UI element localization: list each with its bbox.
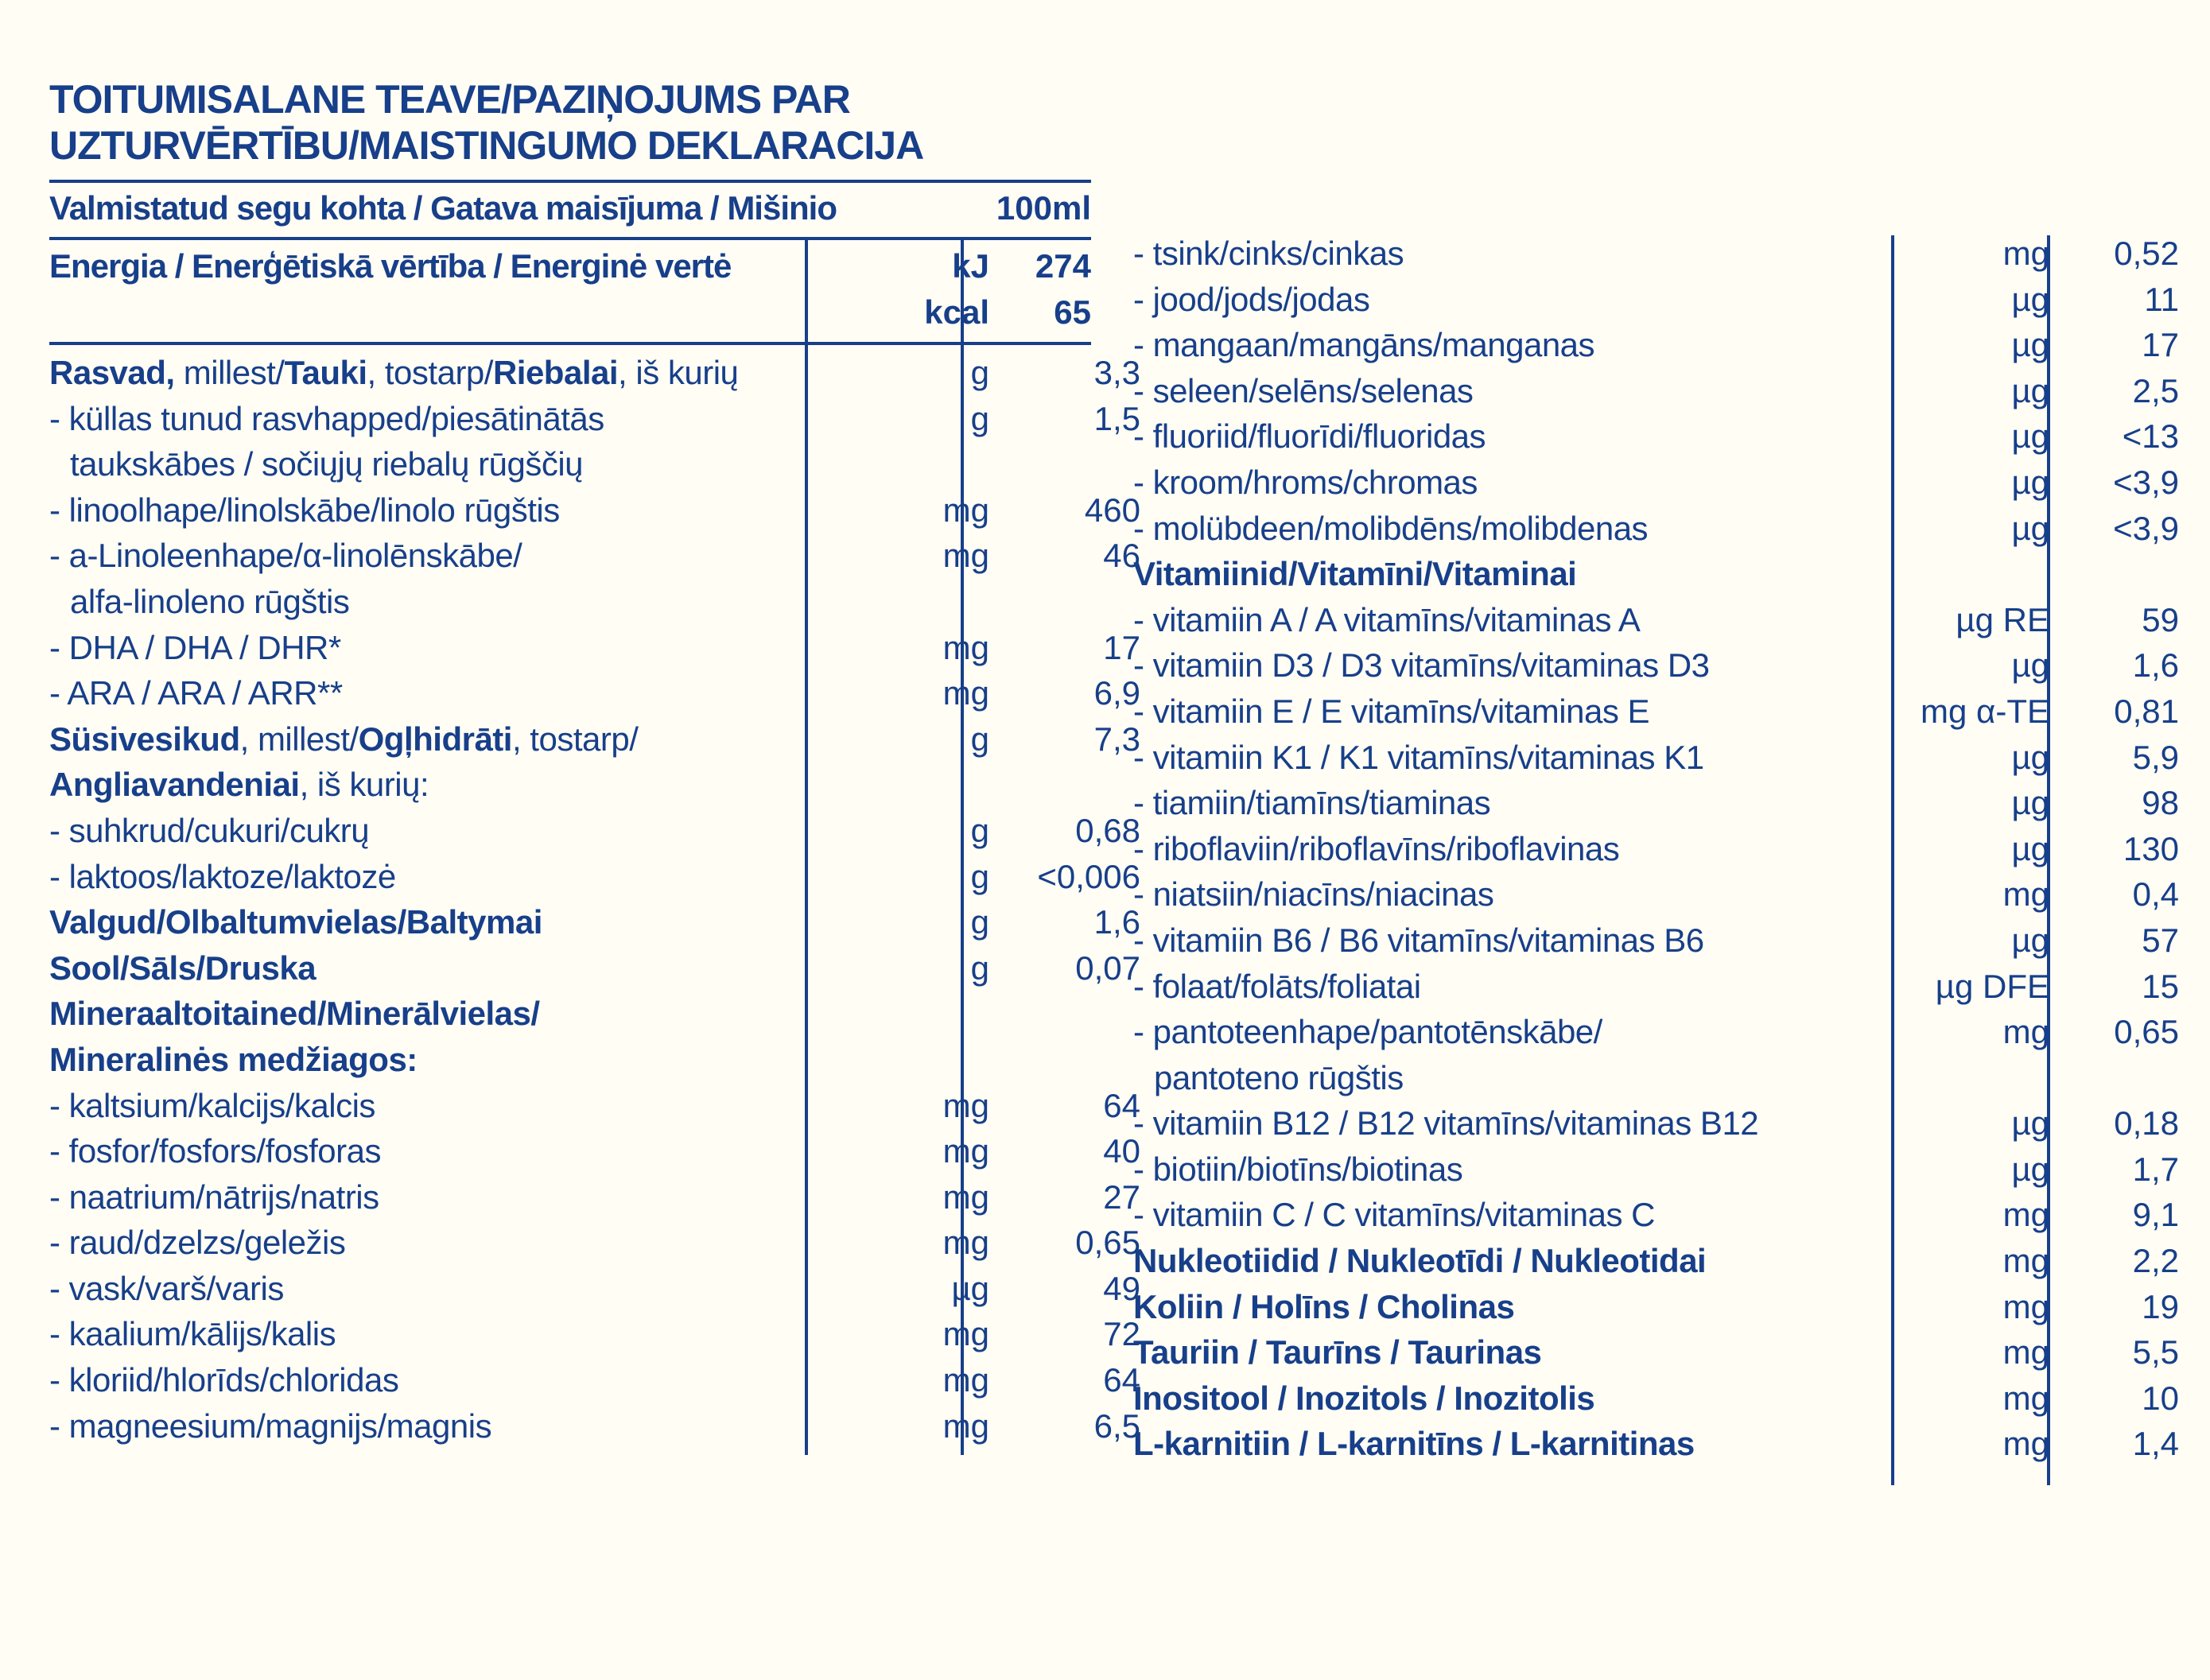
nutrient-label-line-1: Mineraaltoitained/Minerālvielas/	[49, 995, 540, 1033]
nutrient-row	[1133, 1284, 2179, 1330]
nutrient-value: <0,006	[1037, 857, 1140, 895]
nutrient-row	[49, 1128, 1140, 1174]
nutrient-unit: g	[970, 399, 989, 437]
nutrient-unit: mg	[2002, 1196, 2049, 1234]
nutrient-label-text: millest/	[174, 354, 285, 391]
nutrient-row	[1133, 460, 2179, 506]
nutrient-row	[1133, 1009, 2179, 1100]
nutrient-unit: mg	[942, 1086, 989, 1124]
energy-unit-kj: kJ	[952, 247, 989, 285]
nutrient-row	[1133, 780, 2179, 826]
nutrient-label: - tiamiin/tiamīns/tiaminas	[1133, 784, 1491, 822]
right-nutrient-column	[1133, 231, 2179, 1467]
energy-label: Energia / Enerģētiskā vērtība / Energinė vertė	[49, 247, 732, 285]
table-header	[49, 184, 1091, 232]
nutrient-label: - linoolhape/linolskābe/linolo rūgštis	[49, 491, 560, 529]
nutrient-row	[1133, 735, 2179, 781]
nutrient-label: - kroom/hroms/chromas	[1133, 463, 1478, 501]
nutrient-value: 6,5	[1093, 1406, 1140, 1445]
nutrient-row	[1133, 642, 2179, 689]
nutrient-label: Inositool / Inozitols / Inozitolis	[1133, 1379, 1595, 1417]
nutrient-value: 98	[2142, 784, 2179, 822]
nutrient-row	[49, 487, 1140, 533]
nutrient-row	[1133, 277, 2179, 323]
nutrient-unit: g	[970, 903, 989, 941]
nutrient-unit: µg	[2011, 326, 2049, 364]
nutrient-label: - vitamiin A / A vitamīns/vitaminas A	[1133, 600, 1641, 638]
nutrient-label-line-2: pantoteno rūgštis	[1154, 1058, 1404, 1096]
nutrient-label-line-1: - pantoteenhape/pantotēnskābe/	[1133, 1013, 1602, 1051]
nutrient-unit: µg	[2011, 738, 2049, 776]
nutrient-label	[49, 533, 522, 624]
nutrient-value: 19	[2142, 1287, 2179, 1325]
nutrient-label: Valgud/Olbaltumvielas/Baltymai	[49, 903, 542, 941]
nutrient-value: <13	[2122, 417, 2179, 456]
nutrient-value: 59	[2142, 600, 2179, 638]
nutrient-label	[1133, 1009, 1602, 1100]
nutrient-unit: mg	[942, 1361, 989, 1399]
nutrient-value: 11	[2144, 280, 2179, 318]
nutrient-value: 130	[2123, 829, 2179, 867]
nutrient-unit: mg	[2002, 1013, 2049, 1051]
nutrient-row	[1133, 918, 2179, 964]
nutrient-label: - mangaan/mangāns/manganas	[1133, 326, 1595, 364]
nutrient-label: - naatrium/nātrijs/natris	[49, 1178, 379, 1216]
nutrient-label-line-2: alfa-linoleno rūgštis	[70, 582, 350, 620]
nutrient-label: - seleen/selēns/selenas	[1133, 371, 1474, 409]
nutrient-unit: µg	[2011, 784, 2049, 822]
nutrient-label: - ARA / ARA / ARR**	[49, 674, 343, 712]
energy-unit-kcal: kcal	[924, 293, 989, 331]
nutrient-label-text: , tostarp/	[367, 354, 493, 391]
nutrient-value: 0,07	[1075, 949, 1140, 987]
header-top-rule	[49, 180, 1091, 183]
nutrient-unit: g	[970, 354, 989, 391]
nutrient-label: - vitamiin B12 / B12 vitamīns/vitaminas B12	[1133, 1104, 1759, 1143]
nutrient-row	[49, 808, 1140, 854]
nutrient-unit: g	[970, 949, 989, 987]
energy-value-kj: 274	[1035, 247, 1091, 285]
title-line-2: UZTURVĒRTĪBU/MAISTINGUMO DEKLARACIJA	[49, 123, 924, 168]
nutrient-unit: mg	[942, 674, 989, 712]
nutrient-value: 0,68	[1075, 811, 1140, 849]
nutrient-row	[1133, 1421, 2179, 1467]
nutrient-label-line-1	[49, 720, 638, 758]
nutrient-label: - vitamiin E / E vitamīns/vitaminas E	[1133, 692, 1650, 730]
nutrient-label: - niatsiin/niacīns/niacinas	[1133, 875, 1494, 914]
nutrient-label: - fosfor/fosfors/fosforas	[49, 1132, 381, 1170]
nutrient-unit: µg	[2011, 509, 2049, 547]
nutrient-value: 1,6	[1093, 903, 1140, 941]
nutrient-value: 460	[1084, 491, 1140, 529]
nutrient-label-text: , millest/	[239, 720, 359, 758]
nutrient-label-bold: Süsivesikud	[49, 720, 240, 758]
nutrient-row	[1133, 1238, 2179, 1284]
nutrient-label: - vitamiin B6 / B6 vitamīns/vitaminas B6	[1133, 921, 1704, 959]
nutrient-row	[1133, 1329, 2179, 1375]
nutrient-value: 6,9	[1093, 674, 1140, 712]
nutrient-value: 2,5	[2132, 371, 2179, 409]
nutrient-value: 1,7	[2132, 1150, 2179, 1188]
nutrient-unit: mg	[2002, 1333, 2049, 1372]
nutrient-label-line-2: Mineralinės medžiagos:	[49, 1040, 418, 1078]
nutrient-label: - fluoriid/fluorīdi/fluoridas	[1133, 417, 1486, 456]
nutrient-label: - vitamiin K1 / K1 vitamīns/vitaminas K1	[1133, 738, 1704, 776]
nutrient-row	[1133, 1147, 2179, 1193]
nutrient-label: - tsink/cinks/cinkas	[1133, 235, 1404, 272]
nutrient-row	[1133, 1100, 2179, 1147]
nutrient-row	[49, 1174, 1140, 1220]
nutrient-value: 2,2	[2132, 1242, 2179, 1280]
nutrient-label: - laktoos/laktoze/laktozė	[49, 857, 396, 895]
nutrient-row	[1133, 597, 2179, 643]
nutrient-label: - vask/varš/varis	[49, 1269, 284, 1307]
nutrient-unit: mg	[942, 628, 989, 666]
nutrient-unit: µg	[2011, 463, 2049, 501]
nutrient-unit: g	[970, 857, 989, 895]
nutrient-label: - vitamiin C / C vitamīns/vitaminas C	[1133, 1196, 1655, 1234]
nutrient-row	[49, 396, 1140, 487]
energy-bottom-rule	[49, 342, 1091, 345]
nutrient-value: 0,4	[2132, 875, 2179, 914]
nutrient-unit: g	[970, 811, 989, 849]
nutrient-label-text: , iš kurių:	[299, 766, 429, 804]
title-line-1: TOITUMISALANE TEAVE/PAZIŅOJUMS PAR	[49, 77, 850, 122]
nutrient-row	[1133, 231, 2179, 277]
nutrient-label: - kaltsium/kalcijs/kalcis	[49, 1086, 375, 1124]
nutrient-unit: µg	[2011, 646, 2049, 685]
nutrient-unit: mg	[2002, 875, 2049, 914]
nutrient-label: Tauriin / Taurīns / Taurinas	[1133, 1333, 1542, 1372]
nutrient-row	[1133, 1375, 2179, 1422]
nutrient-value: 17	[1103, 628, 1140, 666]
nutrient-label	[49, 991, 540, 1082]
nutrient-value: 0,81	[2114, 692, 2179, 730]
nutrient-unit: µg	[2011, 829, 2049, 867]
nutrient-value: 46	[1103, 537, 1140, 575]
nutrient-value: 9,1	[2132, 1196, 2179, 1234]
nutrient-unit: mg	[2002, 1425, 2049, 1463]
header-bottom-rule	[49, 237, 1091, 240]
nutrient-unit: mg	[2002, 1379, 2049, 1417]
nutrient-unit: mg	[2002, 235, 2049, 272]
nutrient-unit: µg	[2011, 921, 2049, 959]
nutrient-row	[49, 716, 1140, 808]
nutrient-unit: mg	[942, 1132, 989, 1170]
nutrient-value: 64	[1103, 1086, 1140, 1124]
nutrient-label-line-1: - a-Linoleenhape/α-linolēnskābe/	[49, 537, 522, 575]
nutrient-label-line-2: taukskābes / sočiųjų riebalų rūgščių	[70, 445, 584, 483]
nutrient-row	[49, 899, 1140, 945]
nutrient-label: Koliin / Holīns / Cholinas	[1133, 1287, 1515, 1325]
nutrient-row	[49, 533, 1140, 624]
nutrient-label: Vitamiinid/Vitamīni/Vitaminai	[1133, 555, 1577, 593]
nutrient-label: - kloriid/hlorīds/chloridas	[49, 1361, 399, 1399]
nutrient-label: - molübdeen/molibdēns/molibdenas	[1133, 509, 1649, 547]
nutrient-label: - riboflaviin/riboflavīns/riboflavinas	[1133, 829, 1620, 867]
nutrient-label-bold: Angliavandeniai	[49, 766, 300, 804]
energy-values	[1004, 243, 1091, 336]
nutrient-label	[49, 396, 604, 487]
nutrient-value: 15	[2142, 967, 2179, 1005]
nutrient-label: - biotiin/biotīns/biotinas	[1133, 1150, 1463, 1188]
nutrient-row	[1133, 368, 2179, 414]
nutrient-value: 3,3	[1093, 354, 1140, 391]
nutrient-unit: mg	[2002, 1287, 2049, 1325]
nutrient-label: - folaat/folāts/foliatai	[1133, 967, 1421, 1005]
nutrient-row	[49, 625, 1140, 671]
nutrient-label: - raud/dzelzs/geležis	[49, 1224, 346, 1262]
nutrient-row	[1133, 322, 2179, 368]
nutrient-unit: µg RE	[1956, 600, 2049, 638]
nutrient-row	[49, 350, 1140, 396]
nutrient-label	[49, 716, 638, 808]
nutrient-label: Sool/Sāls/Druska	[49, 949, 317, 987]
energy-value-kcal: 65	[1054, 293, 1091, 331]
nutrient-unit: µg	[2011, 1150, 2049, 1188]
nutrient-label-text: , iš kurių	[618, 354, 739, 391]
nutrient-label: - vitamiin D3 / D3 vitamīns/vitaminas D3	[1133, 646, 1710, 685]
nutrient-row	[49, 1311, 1140, 1357]
nutrient-row	[49, 670, 1140, 716]
nutrient-row	[1133, 871, 2179, 918]
nutrient-label: Nukleotiidid / Nukleotīdi / Nukleotidai	[1133, 1242, 1707, 1280]
header-value: 100ml	[996, 189, 1091, 227]
nutrient-value: <3,9	[2113, 509, 2179, 547]
nutrient-unit: mg α-TE	[1921, 692, 2049, 730]
document-title	[49, 76, 1099, 169]
nutrient-label	[49, 350, 738, 396]
nutrient-value: 5,5	[2132, 1333, 2179, 1372]
nutrient-unit: g	[970, 720, 989, 758]
nutrient-value: 1,5	[1093, 399, 1140, 437]
nutrient-unit: mg	[942, 1315, 989, 1353]
nutrient-label: - magneesium/magnijs/magnis	[49, 1406, 492, 1445]
nutrient-value: 72	[1103, 1315, 1140, 1353]
nutrient-row	[1133, 826, 2179, 872]
nutrient-row	[49, 1220, 1140, 1266]
nutrient-value: 10	[2142, 1379, 2179, 1417]
nutrient-row	[1133, 551, 2179, 597]
nutrient-label-bold: Rasvad,	[49, 354, 175, 391]
nutrient-row	[49, 1403, 1140, 1449]
nutrient-value: 17	[2142, 326, 2179, 364]
nutrient-row	[49, 1083, 1140, 1129]
nutrient-row	[49, 945, 1140, 991]
nutrient-row	[1133, 1192, 2179, 1238]
nutrient-value: 27	[1103, 1178, 1140, 1216]
nutrient-label: - DHA / DHA / DHR*	[49, 628, 341, 666]
nutrient-value: 0,65	[1075, 1224, 1140, 1262]
nutrient-value: 49	[1103, 1269, 1140, 1307]
nutrient-label: L-karnitiin / L-karnitīns / L-karnitinas	[1133, 1425, 1695, 1463]
nutrient-value: 0,52	[2114, 235, 2179, 272]
nutrient-row	[1133, 964, 2179, 1010]
nutrient-unit: µg	[951, 1269, 989, 1307]
nutrient-value: 0,65	[2114, 1013, 2179, 1051]
header-label: Valmistatud segu kohta / Gatava maisījuma / Mišinio	[49, 189, 837, 227]
nutrient-row	[1133, 506, 2179, 552]
nutrient-row	[49, 991, 1140, 1082]
nutrient-label-text: , tostarp/	[511, 720, 639, 758]
nutrient-row	[49, 1266, 1140, 1312]
energy-units	[868, 243, 989, 336]
nutrient-label-bold: Ogļhidrāti	[358, 720, 512, 758]
nutrient-value: 7,3	[1093, 720, 1140, 758]
nutrient-value: 64	[1103, 1361, 1140, 1399]
nutrient-value: 40	[1103, 1132, 1140, 1170]
nutrient-unit: µg	[2011, 280, 2049, 318]
nutrient-unit: µg	[2011, 371, 2049, 409]
nutrient-unit: mg	[942, 1224, 989, 1262]
left-nutrient-column	[49, 350, 1140, 1449]
nutrient-value: 0,18	[2114, 1104, 2179, 1143]
nutrient-label-line-1: - küllas tunud rasvhapped/piesātinātās	[49, 399, 604, 437]
nutrient-label-bold: Riebalai	[492, 354, 619, 391]
nutrient-value: 5,9	[2132, 738, 2179, 776]
nutrient-row	[49, 1357, 1140, 1403]
nutrient-unit: mg	[942, 491, 989, 529]
nutrient-label: - kaalium/kālijs/kalis	[49, 1315, 336, 1353]
nutrient-label: - suhkrud/cukuri/cukrų	[49, 811, 370, 849]
nutrient-value: <3,9	[2113, 463, 2179, 501]
nutrient-row	[1133, 413, 2179, 460]
nutrient-value: 1,4	[2132, 1425, 2179, 1463]
nutrient-unit: µg	[2011, 417, 2049, 456]
nutrient-unit: µg	[2011, 1104, 2049, 1143]
nutrient-label-bold: Tauki	[284, 354, 367, 391]
nutrient-value: 57	[2142, 921, 2179, 959]
nutrient-label: - jood/jods/jodas	[1133, 280, 1370, 318]
nutrient-unit: µg DFE	[1935, 967, 2049, 1005]
nutrient-value: 1,6	[2132, 646, 2179, 685]
nutrient-unit: mg	[2002, 1242, 2049, 1280]
energy-row	[49, 243, 1091, 339]
nutrient-row	[49, 854, 1140, 900]
nutrient-unit: mg	[942, 537, 989, 575]
nutrient-unit: mg	[942, 1406, 989, 1445]
nutrient-unit: mg	[942, 1178, 989, 1216]
nutrient-row	[1133, 689, 2179, 735]
